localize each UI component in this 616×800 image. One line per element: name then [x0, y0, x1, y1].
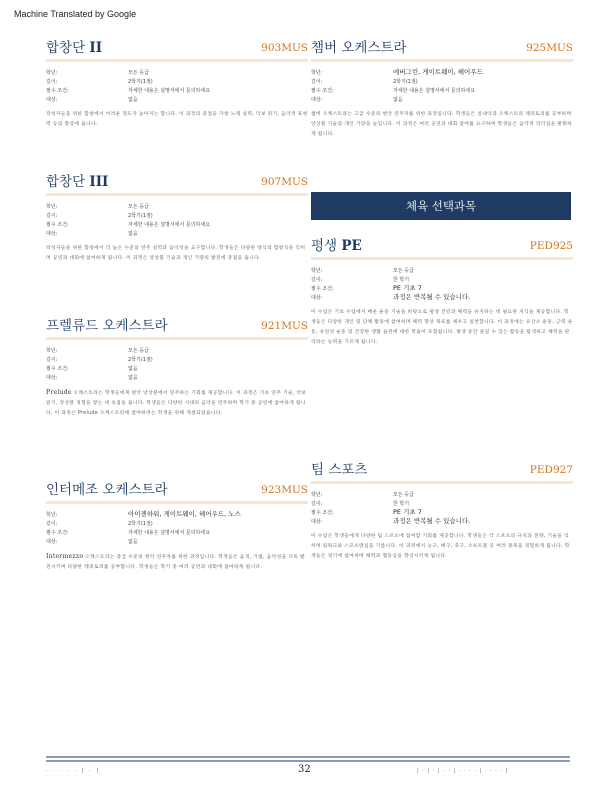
course-block [311, 36, 573, 140]
course-description [311, 110, 573, 140]
meta-row [46, 510, 308, 519]
meta-value: PE 기초 7 [393, 284, 422, 292]
meta-row [46, 519, 308, 528]
meta-row [46, 537, 308, 546]
course-title-underline [46, 193, 308, 196]
meta-label: 길이: [46, 79, 58, 85]
meta-row [46, 95, 308, 104]
meta-value: 에버그린, 게이트웨이, 헤어우드 [393, 68, 483, 76]
meta-label: 대상: [46, 539, 58, 545]
meta-label: 길이: [311, 277, 323, 283]
meta-label: 대상: [311, 295, 323, 301]
meta-value: 한 학기 [393, 277, 410, 283]
course-header [46, 314, 308, 336]
description-lead: Intermezzo [46, 553, 84, 560]
meta-row [311, 517, 573, 526]
course-title-korean: 팀 스포츠 [311, 462, 368, 478]
meta-row [46, 77, 308, 86]
meta-row [311, 68, 573, 77]
course-title [46, 478, 168, 498]
course-title-numeral: III [89, 174, 109, 190]
meta-label: 대상: [46, 375, 58, 381]
meta-label: 길이: [311, 79, 323, 85]
meta-label: 필수 조건: [46, 222, 69, 228]
course-meta [311, 266, 573, 302]
description-text: 작성자들을 위한 합창에서 어려운 정도가 높아지는 합니다. 이 과정의 중점을 가창 노래 실력, 악보 읽기, 음악적 표현력 등의 향상에 둡니다. [46, 112, 308, 127]
course-title-korean: 합창단 [46, 174, 86, 190]
meta-label: 길이: [46, 213, 58, 219]
course-header [311, 36, 573, 58]
course-description [46, 552, 308, 573]
course-header [46, 170, 308, 192]
course-title-korean: 합창단 [46, 40, 86, 56]
meta-row [46, 528, 308, 537]
course-title-underline [46, 59, 308, 62]
description-text: 오케스트라는 중급 수준의 현악 연주자를 위한 과정입니다. 학생들은 음색, 기법, 음악성을 더욱 발전시키며 다양한 레퍼토리를 공부합니다. 학생들은 학기 중 여러 공연과 대회에 참여하게 됩니다. [46, 555, 305, 570]
meta-value: 모든 등급 [393, 492, 414, 498]
meta-label: 필수 조건: [46, 530, 69, 536]
meta-label: 대상: [311, 97, 323, 103]
meta-label: 학년: [311, 268, 323, 274]
meta-label: 길이: [46, 357, 58, 363]
meta-row [46, 346, 308, 355]
course-title [46, 170, 108, 190]
course-code: 903MUS [261, 42, 308, 54]
course-code: 925MUS [526, 42, 573, 54]
meta-label: 대상: [46, 97, 58, 103]
meta-value: 없음 [128, 366, 138, 372]
meta-row [311, 275, 573, 284]
footer-left-text: · · · · · | · | [46, 768, 101, 774]
meta-value: 없음 [393, 97, 403, 103]
course-title [46, 314, 168, 334]
meta-label: 학년: [311, 70, 323, 76]
course-block [311, 458, 573, 562]
meta-value: 없음 [128, 97, 138, 103]
meta-value: 없음 [128, 539, 138, 545]
footer-rule [46, 756, 570, 758]
meta-value: 모든 등급 [393, 268, 414, 274]
course-meta [311, 490, 573, 526]
machine-translation-banner: Machine Translated by Google [14, 9, 137, 19]
description-text: 이 수업은 기초 수업에서 배운 운동 기술을 바탕으로 평생 건강과 체력을 유지하는 데 필요한 지식을 제공합니다. 학생들은 다양한 개인 및 단체 활동에 참여하며 체력 향상 목표를 세우고 실천합니다. 이 과정에는 유산소 운동, 근력 운동, 유연성 운동 및 건강한 생활 습관에 대한 학습이 포함됩니다. 평생 동안 즐길 수 있는 활동을 탐색하고 체력을 관리하는 능력을 기르게 됩니다. [311, 310, 573, 345]
course-title-underline [311, 59, 573, 62]
meta-value: PE 기초 7 [393, 508, 422, 516]
page-number: 32 [298, 764, 311, 775]
course-title-numeral: PE [341, 238, 362, 254]
course-description [46, 110, 308, 130]
meta-label: 필수 조건: [46, 366, 69, 372]
meta-value: 자세한 내용은 설명서에서 문의하세요 [393, 88, 476, 94]
meta-value: 과정은 반복될 수 있습니다. [393, 293, 471, 301]
meta-value: 모든 등급 [128, 348, 149, 354]
course-meta [46, 346, 308, 382]
course-title-korean: 프렐류드 오케스트라 [46, 318, 168, 334]
meta-value: 모든 등급 [128, 204, 149, 210]
course-code: 923MUS [261, 484, 308, 496]
course-block [311, 234, 573, 348]
meta-row [311, 499, 573, 508]
meta-value: 아이젠하워, 게이트웨이, 헤어우드, 노스 [128, 510, 241, 518]
elective-section-header: 체육 선택과목 [311, 192, 571, 220]
course-code: 921MUS [261, 320, 308, 332]
course-code: PED925 [529, 240, 573, 252]
meta-value: 없음 [128, 375, 138, 381]
meta-value: 2학기(1점) [128, 357, 153, 363]
course-title [46, 36, 102, 56]
meta-row [46, 211, 308, 220]
course-title-underline [46, 501, 308, 504]
course-title-underline [311, 257, 573, 260]
meta-label: 필수 조건: [311, 88, 334, 94]
meta-value: 자세한 내용은 설명서에서 문의하세요 [128, 530, 211, 536]
meta-row [311, 95, 573, 104]
course-title [311, 234, 362, 254]
course-description [311, 308, 573, 348]
course-meta [46, 202, 308, 238]
meta-value: 한 학기 [393, 501, 410, 507]
meta-label: 대상: [311, 519, 323, 525]
meta-label: 학년: [46, 70, 58, 76]
meta-row [46, 373, 308, 382]
meta-label: 필수 조건: [311, 286, 334, 292]
course-meta [46, 68, 308, 104]
course-description [46, 388, 308, 419]
course-block [46, 36, 308, 130]
footer-rule [46, 760, 570, 762]
meta-value: 2학기(1점) [128, 213, 153, 219]
meta-label: 길이: [46, 521, 58, 527]
meta-row [311, 293, 573, 302]
meta-row [311, 490, 573, 499]
course-title-underline [46, 337, 308, 340]
meta-row [46, 220, 308, 229]
meta-row [311, 86, 573, 95]
course-title-underline [311, 481, 573, 484]
meta-value: 2학기(1점) [128, 521, 153, 527]
course-header [46, 478, 308, 500]
course-title-korean: 인터메조 오케스트라 [46, 482, 168, 498]
meta-value: 과정은 반복될 수 있습니다. [393, 517, 471, 525]
meta-row [311, 266, 573, 275]
meta-value: 자세한 내용은 설명서에서 문의하세요 [128, 222, 211, 228]
course-header [311, 234, 573, 256]
meta-label: 필수 조건: [311, 510, 334, 516]
meta-label: 대상: [46, 231, 58, 237]
meta-label: 학년: [46, 348, 58, 354]
course-block [46, 170, 308, 264]
meta-label: 학년: [46, 512, 58, 518]
description-text: 챔버 오케스트라는 고급 수준의 현악 연주자를 위한 과정입니다. 학생들은 실내악과 오케스트라 레퍼토리를 공부하며 앙상블 기술과 개인 기량을 높입니다. 이 과정은 여러 공연과 대회 참여를 요구하며 학생들은 음악적 리더십을 발휘하게 됩니다. [311, 112, 573, 137]
course-code: 907MUS [261, 176, 308, 188]
description-text: 작성자들을 위한 합창에서 더 높은 수준의 연주 실력과 음악성을 요구합니다. 학생들은 다양한 양식의 합창곡을 익히며 공연과 대회에 참여하게 됩니다. 이 과정은 앙상블 기술과 개인 기량의 발전에 중점을 둡니다. [46, 246, 306, 261]
course-title-korean: 챔버 오케스트라 [311, 40, 407, 56]
meta-row [46, 364, 308, 373]
meta-row [46, 86, 308, 95]
meta-row [46, 355, 308, 364]
course-block [46, 478, 308, 573]
course-description [311, 532, 573, 562]
course-title-korean: 평생 [311, 238, 338, 254]
meta-value: 없음 [128, 231, 138, 237]
meta-value: 2학기(1점) [128, 79, 153, 85]
course-header [46, 36, 308, 58]
meta-row [46, 229, 308, 238]
meta-label: 필수 조건: [46, 88, 69, 94]
course-title [311, 458, 367, 478]
meta-value: 2학기(1점) [393, 79, 418, 85]
meta-row [46, 68, 308, 77]
course-title [311, 36, 407, 56]
meta-label: 학년: [46, 204, 58, 210]
meta-label: 길이: [311, 501, 323, 507]
description-text: 오케스트라는 학생들에게 현악 앙상블에서 연주하는 기회를 제공합니다. 이 과정은 기초 연주 기술, 악보 읽기, 앙상블 경험을 쌓는 데 초점을 둡니다. 학생들은 다양한 시대의 음악을 연주하며 학기 중 공연에 참여하게 됩니다. 이 과정은 Prelude 오케스트라에 참여하려는 학생을 위해 개설되었습니다. [46, 391, 307, 416]
course-meta [311, 68, 573, 104]
description-lead: Prelude [46, 389, 72, 396]
meta-row [46, 202, 308, 211]
course-meta [46, 510, 308, 546]
course-description [46, 244, 308, 264]
footer-right-text: | · | · | · · | · · · · | · · · · | [417, 768, 509, 774]
course-title-numeral: II [89, 40, 103, 56]
description-text: 이 수업은 학생들에게 다양한 팀 스포츠에 참여할 기회를 제공합니다. 학생들은 각 스포츠의 규칙과 전략, 기술을 익히며 팀워크와 스포츠맨십을 기릅니다. 이 과정에서 농구, 배구, 축구, 소프트볼 등 여러 종목을 경험하게 됩니다. 학생들은 경기에 참여하며 체력과 협동심을 향상시키게 됩니다. [311, 534, 570, 559]
course-block [46, 314, 308, 419]
meta-value: 자세한 내용은 설명서에서 문의하세요 [128, 88, 211, 94]
course-code: PED927 [529, 464, 573, 476]
course-header [311, 458, 573, 480]
meta-label: 학년: [311, 492, 323, 498]
meta-value: 모든 등급 [128, 70, 149, 76]
meta-row [311, 77, 573, 86]
